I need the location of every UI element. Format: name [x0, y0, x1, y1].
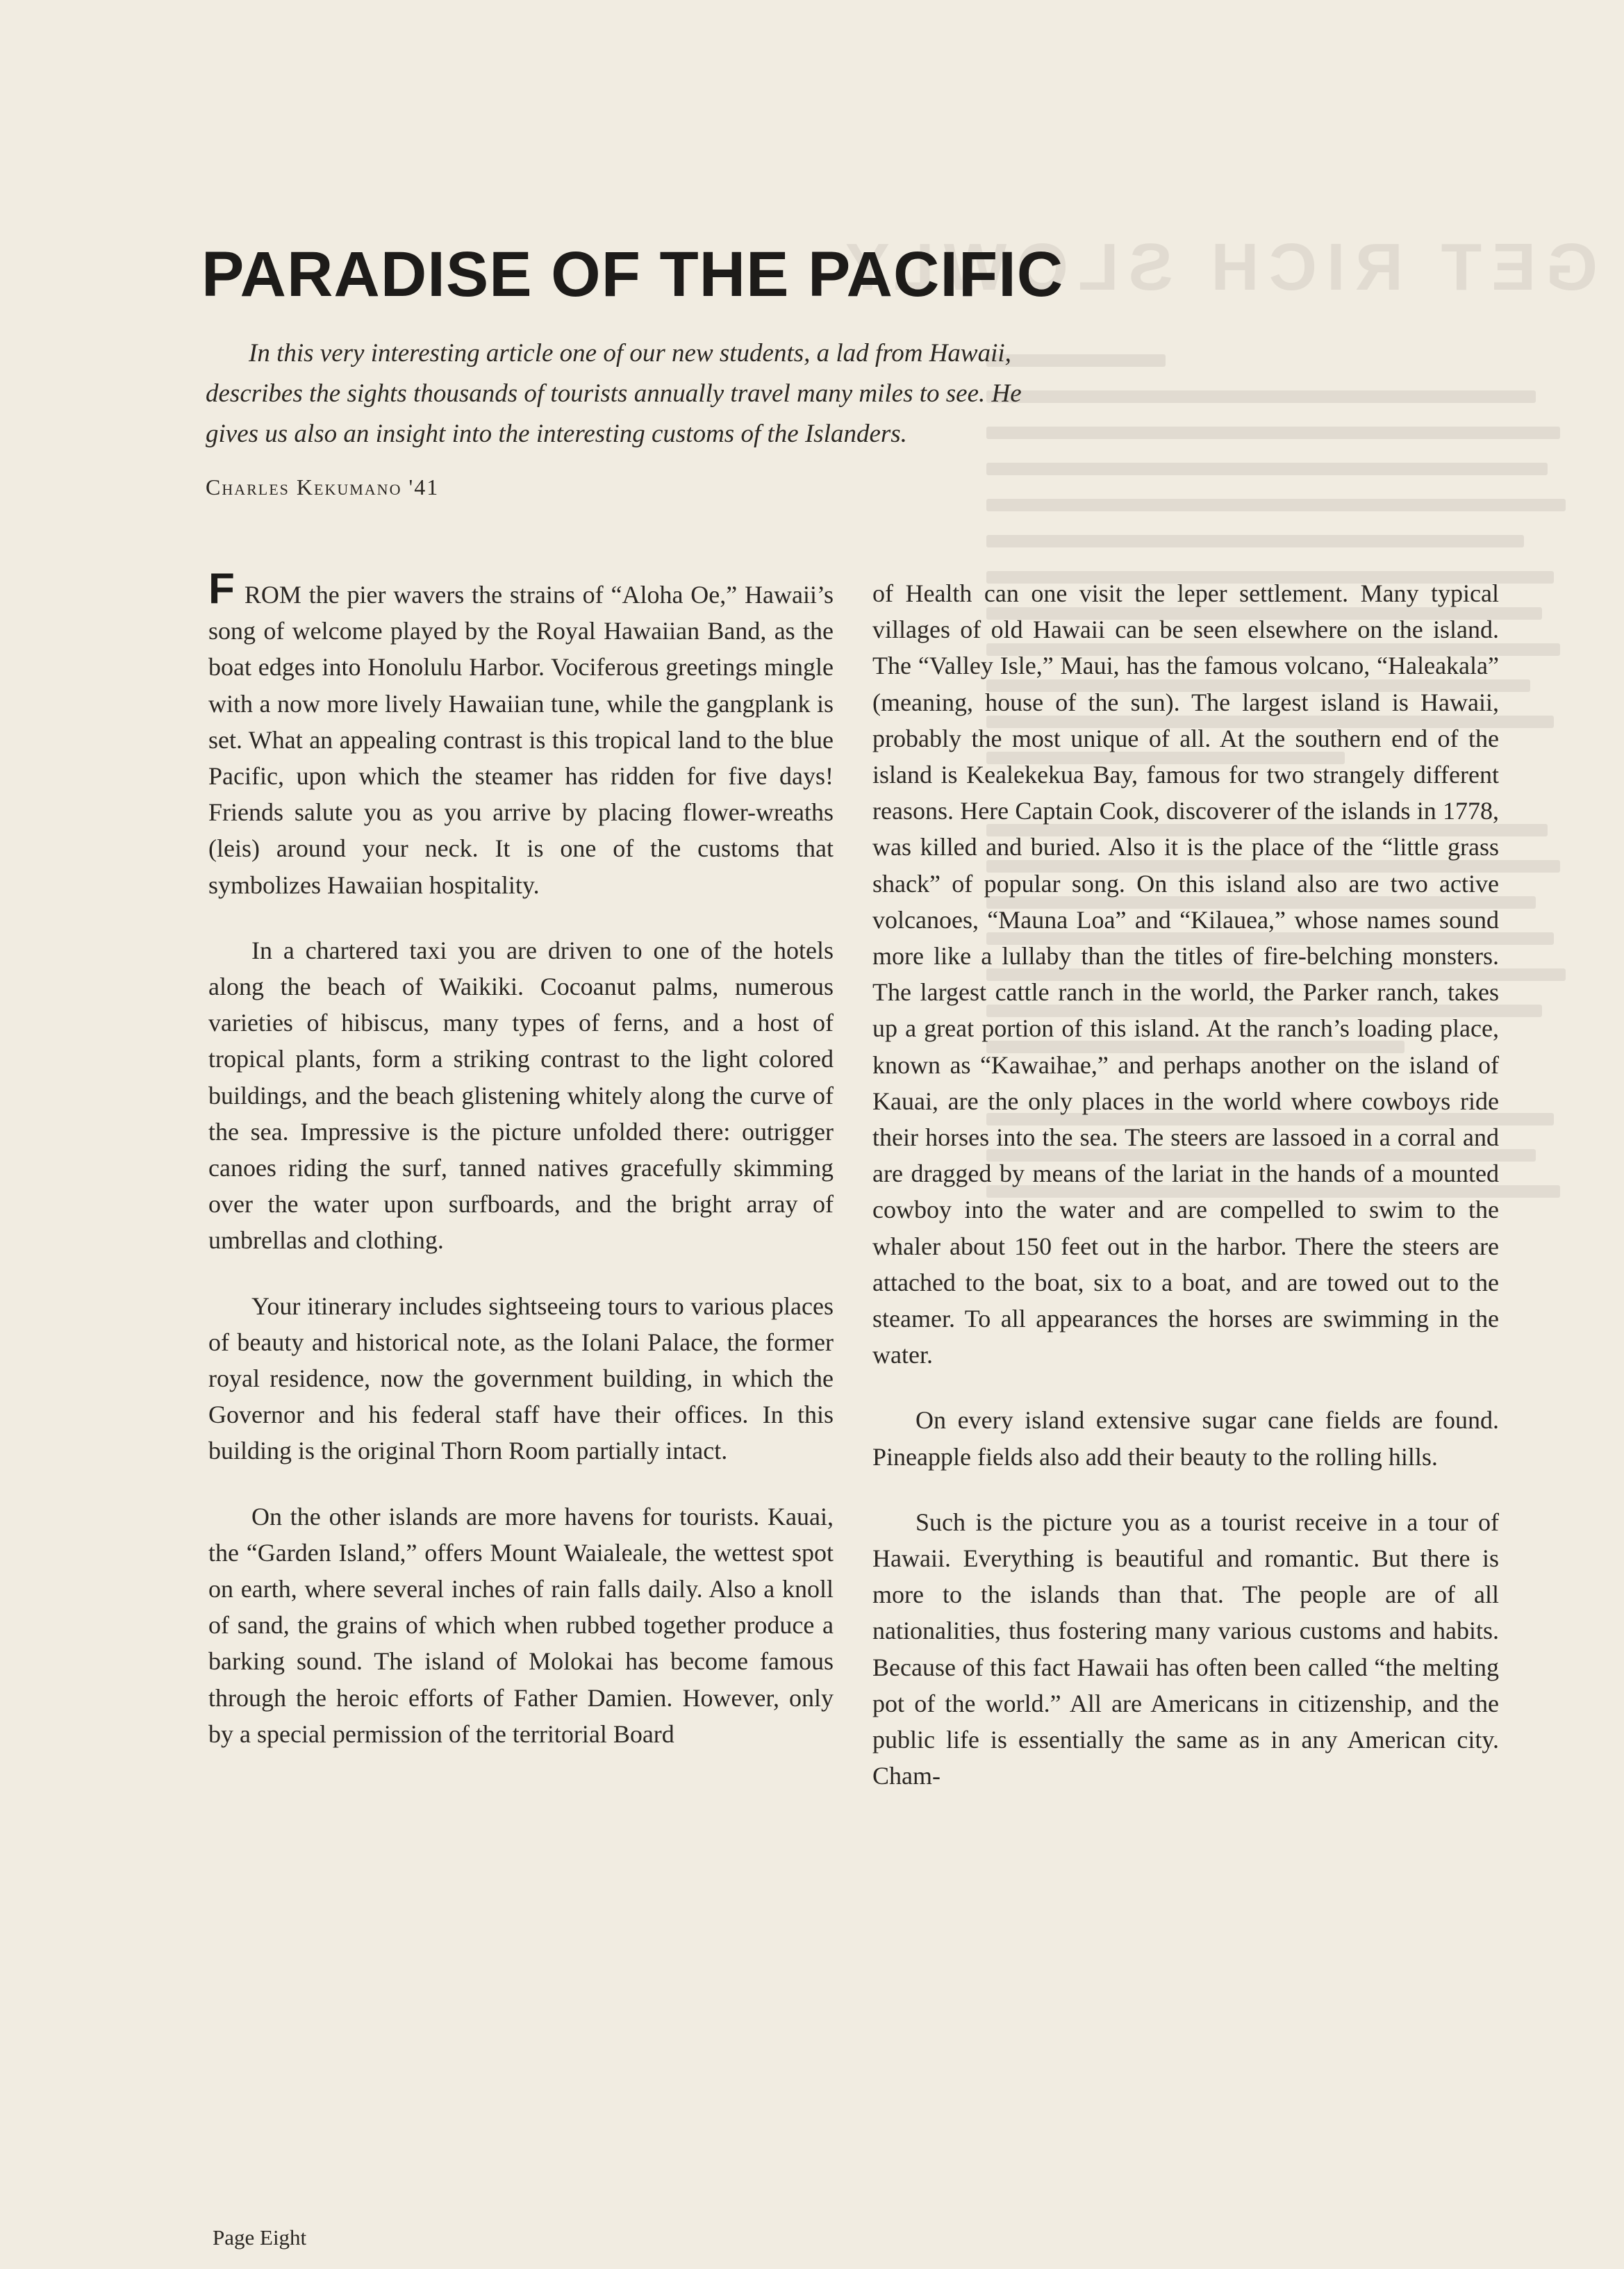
- author-byline: Charles Kekumano '41: [206, 475, 440, 500]
- paragraph: On every island extensive sugar cane fields are found. Pineapple fields also add their beauty to the rolling hills.: [872, 1406, 1499, 1471]
- paragraph: Such is the picture you as a tourist receive in a tour of Hawaii. Everything is beautiful and romantic. But there is more to the islands than that. The people are of all nationalities, thus fostering many various customs and habits. Because of this fact Hawaii has often been called “the melting pot of the world.” All are Americans in citizenship, and the public life is essentially the same as in any American city. Cham-: [872, 1508, 1499, 1790]
- left-column: [208, 565, 834, 1781]
- page-number: Page Eight: [213, 2225, 307, 2250]
- right-column: [872, 575, 1499, 1824]
- paragraph: [208, 565, 834, 903]
- intro-line: gives us also an insight into the interesting customs of the Islanders.: [206, 420, 907, 448]
- paragraph: of Health can one visit the leper settlement. Many typical villages of old Hawaii can be seen elsewhere on the island. The “Valley Isle,” Maui, has the famous volcano, “Haleakala” (meaning, house of the sun). The largest island is Hawaii, probably the most unique of all. At the southern end of the island is Kealekekua Bay, famous for two strangely different reasons. Here Captain Cook, discoverer of the islands in 1778, was killed and buried. Also it is the place of the “little grass shack” of popular song. On this island also are two active volcanoes, “Mauna Loa” and “Kilauea,” whose names sound more like a lullaby than the titles of fire-belching monsters. The largest cattle ranch in the world, the Parker ranch, takes up a great portion of this island. At the ranch’s loading place, known as “Kawaihae,” and perhaps another on the island of Kauai, are the only places in the world where cowboys ride their horses into the sea. The steers are lassoed in a corral and are dragged by means of the lariat in the hands of a mounted cowboy into the water and are compelled to swim to the whaler about 150 feet out in the harbor. There the steers are attached to the boat, six to a boat, and are towed out to the steamer. To all appearances the horses are swimming in the water.: [872, 579, 1499, 1369]
- paragraph: In a chartered taxi you are driven to one of the hotels along the beach of Waikiki. Cocoanut palms, numerous varieties of hibiscus, many types of ferns, and a host of tropical plants, form a striking contrast to the light colored buildings, and the beach glistening whitely along the curve of the sea. Impressive is the picture unfolded there: outrigger canoes riding the surf, tanned natives gracefully skimming over the water upon surfboards, and the bright array of umbrellas and clothing.: [208, 936, 834, 1255]
- bleed-through-heading: GET RICH SLOWLY: [835, 230, 1598, 304]
- intro-line: describes the sights thousands of tourists annually travel many miles to see. He: [206, 379, 1022, 408]
- paragraph-text: ROM the pier wavers the strains of “Aloha Oe,” Hawaii’s song of welcome played by the Royal Hawaiian Band, as the boat edges into Honolulu Harbor. Vociferous greetings mingle with a now more lively Hawaiian tune, while the gangplank is set. What an appealing contrast is this tropical land to the blue Pacific, upon which the steamer has ridden for five days! Friends salute you as you arrive by placing flower-wreaths (leis) around your neck. It is one of the customs that symbolizes Hawaiian hospitality.: [208, 581, 834, 899]
- paragraph: On the other islands are more havens for tourists. Kauai, the “Garden Island,” offers Mount Waialeale, the wettest spot on earth, where several inches of rain falls daily. Also a knoll of sand, the grains of which when rubbed together produce a barking sound. The island of Molokai has become famous through the heroic efforts of Father Damien. However, only by a special permission of the territorial Board: [208, 1502, 834, 1748]
- article-title: PARADISE OF THE PACIFIC: [201, 239, 1064, 310]
- intro-line: In this very interesting article one of our new students, a lad from Hawaii,: [249, 339, 1011, 368]
- article-intro: [206, 333, 1289, 454]
- drop-cap: F: [208, 565, 235, 613]
- paragraph: Your itinerary includes sightseeing tours to various places of beauty and historical note, as the Iolani Palace, the former royal residence, now the government building, in which the Governor and his federal staff have their offices. In this building is the original Thorn Room partially intact.: [208, 1292, 834, 1465]
